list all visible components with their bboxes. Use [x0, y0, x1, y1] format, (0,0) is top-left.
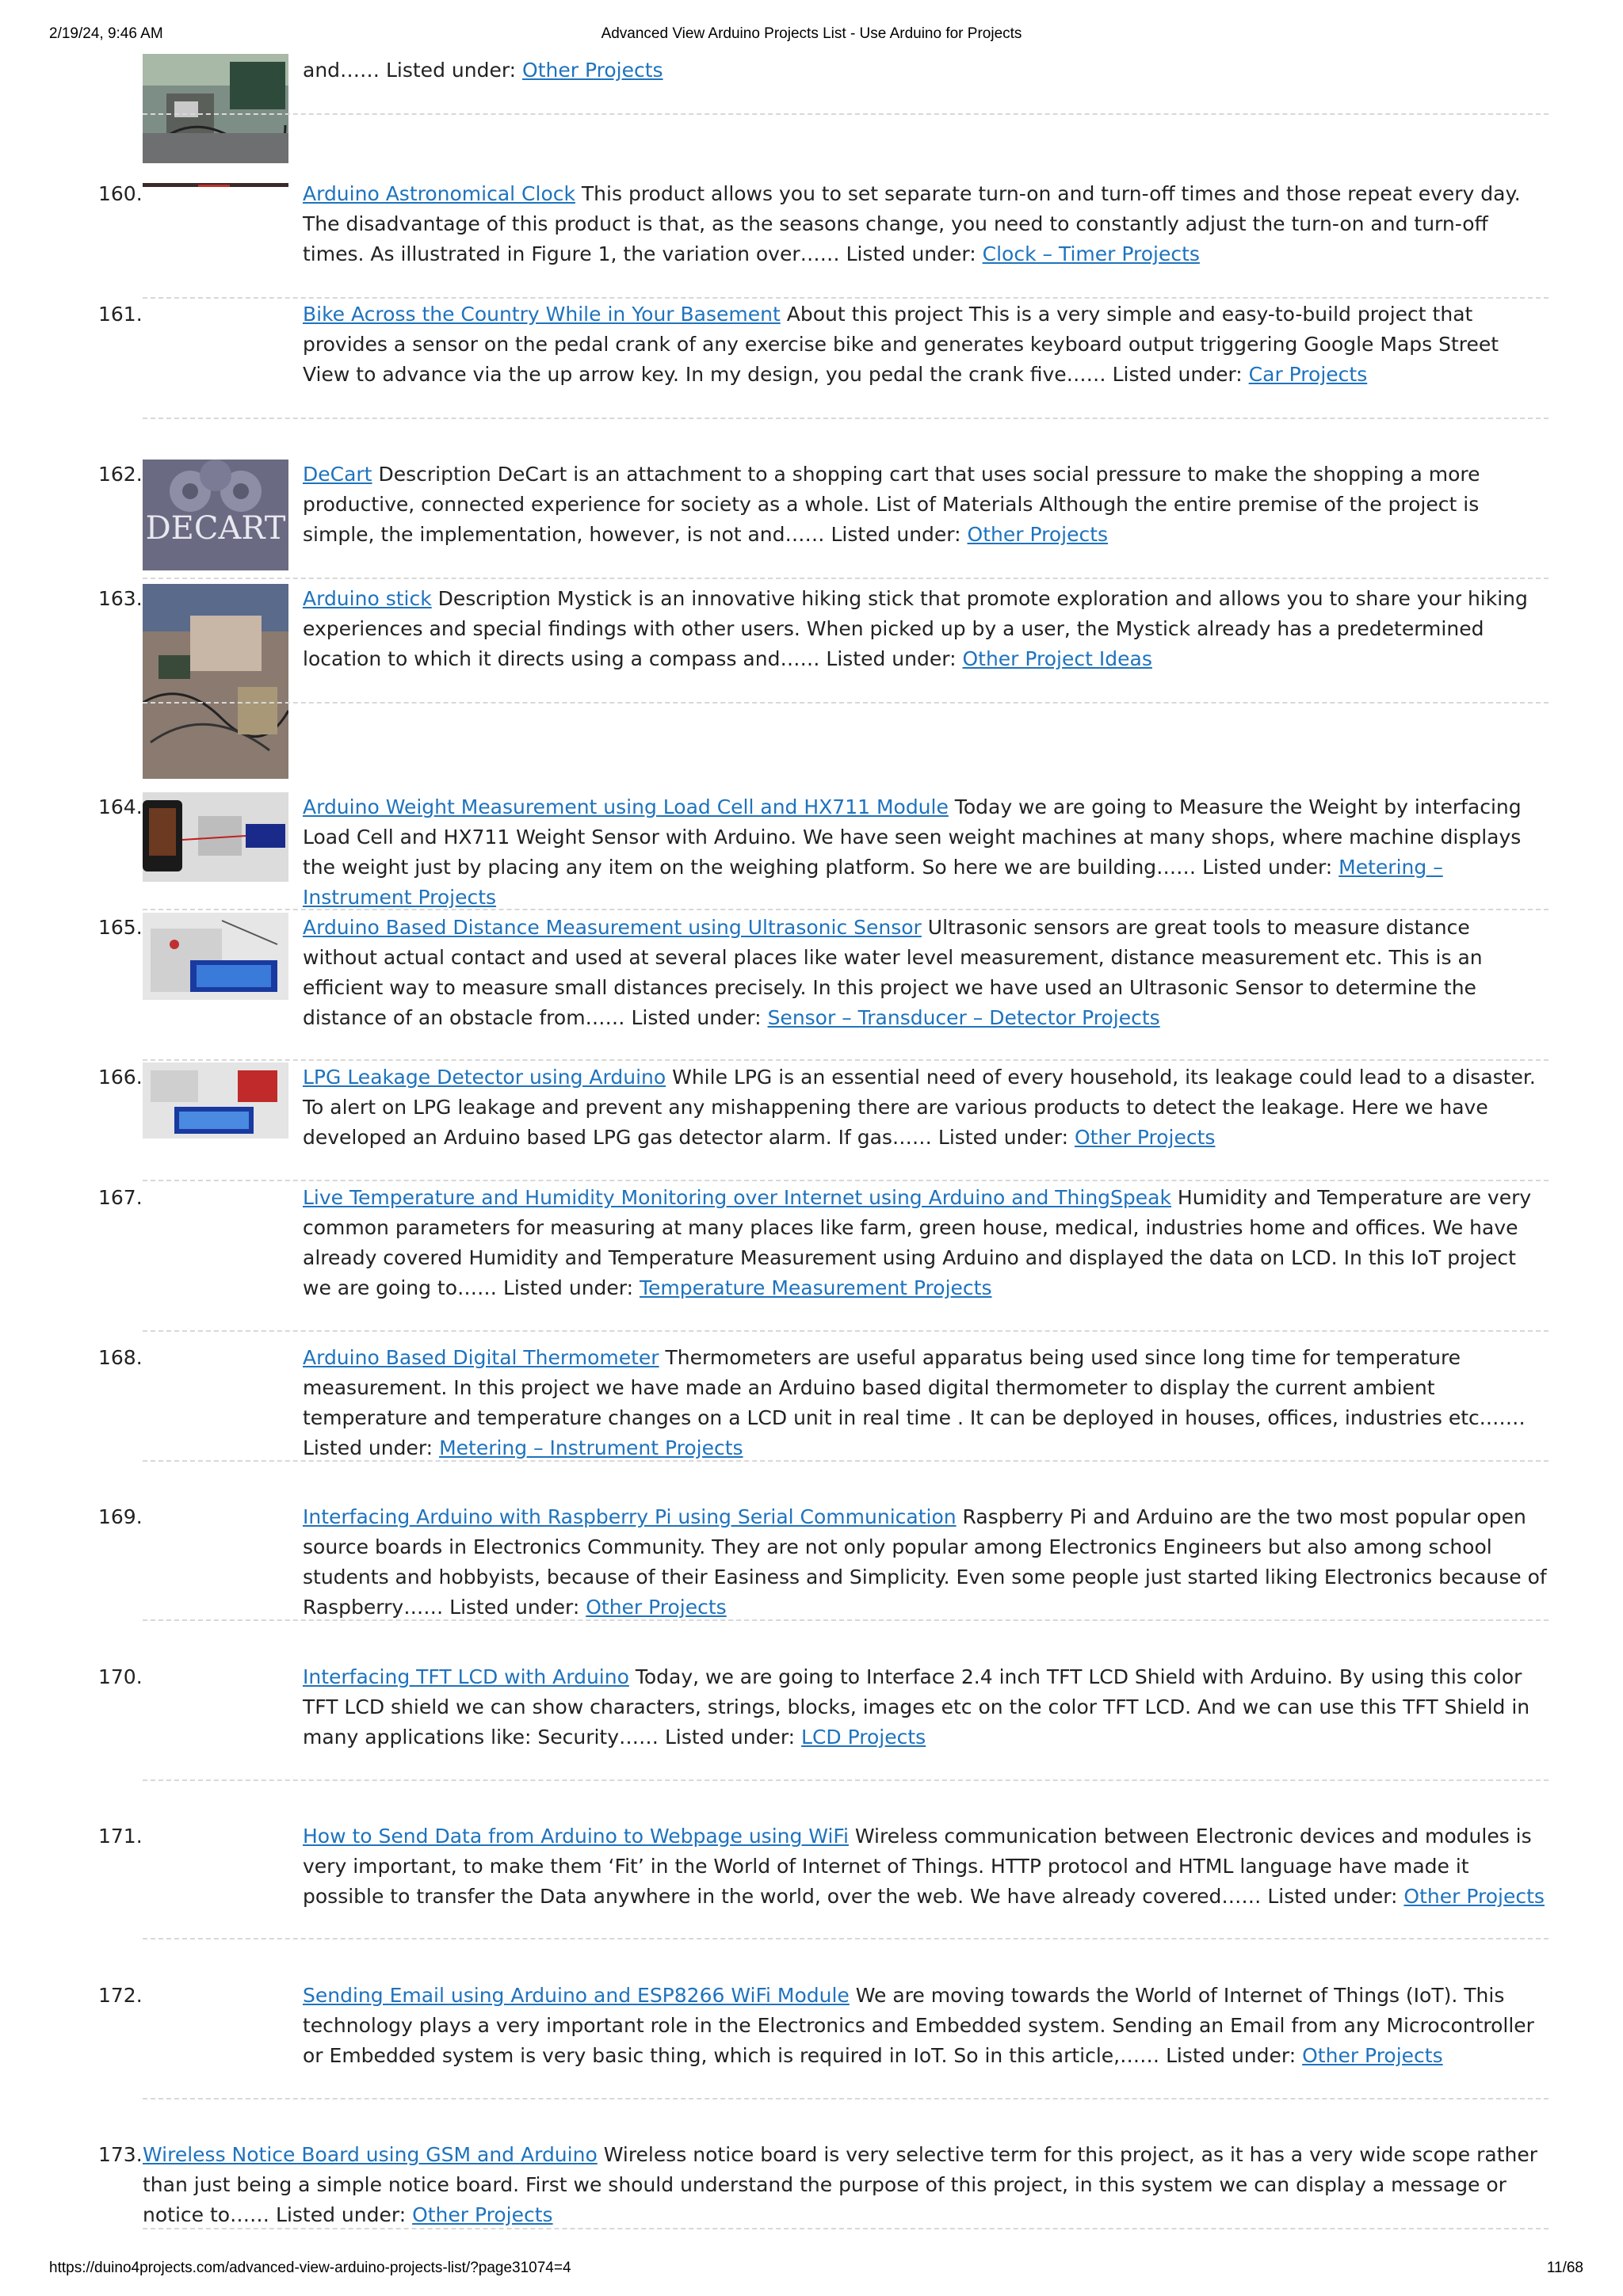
project-title-link[interactable]: Arduino Astronomical Clock — [303, 182, 575, 205]
project-title-link[interactable]: LPG Leakage Detector using Arduino — [303, 1066, 666, 1089]
category-link[interactable]: Clock – Timer Projects — [982, 242, 1200, 265]
listed-under-label: Listed under: — [826, 647, 957, 670]
project-entry-text — [303, 1502, 1549, 1623]
listed-under-label: Listed under: — [449, 1596, 580, 1619]
project-title-link[interactable]: DeCart — [303, 463, 372, 486]
item-number: 160. — [98, 182, 143, 205]
project-entry-text — [303, 179, 1549, 269]
separator — [143, 2228, 1549, 2229]
listed-under-label: Listed under: — [303, 1436, 433, 1459]
item-number: 165. — [98, 916, 143, 939]
category-link[interactable]: Other Projects — [412, 2203, 553, 2226]
print-footer — [0, 2260, 1623, 2291]
category-link[interactable]: Sensor – Transducer – Detector Projects — [767, 1006, 1160, 1029]
project-description: Wireless communication between Electronic devices and modules is very important, to make them ‘Fit’ in the World of Internet of Things. HTTP protocol and HTML language have made it possible to transfer the Data anywhere in the world, over the web. We have already covered…… — [303, 1825, 1532, 1908]
project-thumbnail[interactable] — [143, 913, 288, 1000]
project-entry-text — [303, 1981, 1549, 2071]
category-link[interactable]: Temperature Measurement Projects — [640, 1276, 992, 1299]
project-title-link[interactable]: How to Send Data from Arduino to Webpage using WiFi — [303, 1825, 849, 1848]
project-description: While LPG is an essential need of every household, its leakage could lead to a disaster. To alert on LPG leakage and prevent any mishappening there are various products to detect the leakage. Here we have developed an Arduino based LPG gas detector alarm. If gas…… — [303, 1066, 1536, 1149]
project-description: and…… — [303, 59, 386, 82]
listed-under-label: Listed under: — [631, 1006, 762, 1029]
category-link[interactable]: Other Projects — [1074, 1126, 1216, 1149]
category-link[interactable]: Metering – Instrument Projects — [303, 856, 1443, 909]
project-entry-text — [303, 584, 1549, 674]
project-entry-text — [303, 299, 1549, 390]
listed-under-label: Listed under: — [502, 1276, 634, 1299]
project-description: About this project This is a very simple and easy-to-build project that provides a sensor on the pedal crank of any exercise bike and generates keyboard output triggering Google Maps Street View to advance via the up arrow key. In my design, you pedal the crank five…… — [303, 303, 1499, 386]
category-link[interactable]: Other Projects — [967, 523, 1109, 546]
project-entry-text — [303, 792, 1549, 913]
project-entry-text — [303, 1183, 1549, 1303]
item-number: 168. — [98, 1346, 143, 1369]
project-entry-text — [303, 913, 1549, 1033]
project-description: Humidity and Temperature are very common parameters for measuring at many places like farm, green house, medical, industries home and offices. We have already covered Humidity and Temperature Measurement using Arduino and displayed the data on LCD. In this IoT project we are going to…… — [303, 1186, 1532, 1299]
category-link[interactable]: Other Projects — [1403, 1885, 1545, 1908]
item-number: 161. — [98, 303, 143, 326]
listed-under-label: Listed under: — [1202, 856, 1333, 879]
separator — [143, 578, 1549, 579]
project-description: Today, we are going to Interface 2.4 inch TFT LCD Shield with Arduino. By using this color TFT LCD shield we can show characters, strings, blocks, images etc on the color TFT LCD. And we can use this TFT Shield in many applications like: Security…… — [303, 1665, 1530, 1749]
item-number: 163. — [98, 587, 143, 610]
category-link[interactable]: Other Projects — [522, 59, 663, 82]
project-thumbnail[interactable] — [143, 54, 288, 163]
project-thumbnail[interactable] — [143, 179, 288, 187]
listed-under-label: Listed under: — [938, 1126, 1068, 1149]
item-number: 166. — [98, 1066, 143, 1089]
print-url: https://duino4projects.com/advanced-view-arduino-projects-list/?page31074=4 — [49, 2260, 571, 2276]
separator — [143, 1460, 1549, 1462]
listed-under-label: Listed under: — [664, 1726, 796, 1749]
project-description: Today we are going to Measure the Weight by interfacing Load Cell and HX711 Weight Sensor with Arduino. We have seen weight machines at many shops, where machine displays the weight just by placing any item on the weighing platform. So here we are building…… — [303, 795, 1522, 879]
print-page-title: Advanced View Arduino Projects List - Use Arduino for Projects — [601, 25, 1022, 42]
project-description: Description Mystick is an innovative hiking stick that promote exploration and allows you to share your hiking experiences and special findings with other users. When picked up by a user, the Mystick already has a predetermined location to which it directs using a compass and…… — [303, 587, 1528, 670]
project-title-link[interactable]: Wireless Notice Board using GSM and Arduino — [143, 2143, 598, 2166]
project-title-link[interactable]: Live Temperature and Humidity Monitoring over Internet using Arduino and ThingSpeak — [303, 1186, 1171, 1209]
project-thumbnail[interactable] — [143, 584, 288, 779]
project-title-link[interactable]: Arduino stick — [303, 587, 432, 610]
project-entry-text — [303, 460, 1549, 550]
separator — [143, 418, 1549, 419]
project-thumbnail[interactable] — [143, 1062, 288, 1138]
project-description: Thermometers are useful apparatus being used since long time for temperature measurement. In this project we have made an Arduino based digital thermometer to display the current ambient temperature and temperature changes on a LCD unit in real time . It can be deployed in houses, offices, industries etc.…… — [303, 1346, 1526, 1429]
listed-under-label: Listed under: — [1267, 1885, 1398, 1908]
separator — [143, 297, 1549, 299]
separator — [143, 1059, 1549, 1061]
item-number: 169. — [98, 1505, 143, 1528]
separator — [143, 702, 1549, 704]
item-number: 162. — [98, 463, 143, 486]
project-description: Description DeCart is an attachment to a shopping cart that uses social pressure to make the shopping a more productive, connected experience for society as a whole. List of Materials Although the entire premise of the project is simple, the implementation, however, is not and…… — [303, 463, 1480, 546]
project-title-link[interactable]: Arduino Weight Measurement using Load Cell and HX711 Module — [303, 795, 949, 818]
project-title-link[interactable]: Bike Across the Country While in Your Basement — [303, 303, 781, 326]
category-link[interactable]: Metering – Instrument Projects — [439, 1436, 743, 1459]
print-page-number: 11/68 — [1546, 2260, 1583, 2276]
listed-under-label: Listed under: — [385, 59, 517, 82]
project-thumbnail[interactable] — [143, 792, 288, 882]
project-title-link[interactable]: Interfacing TFT LCD with Arduino — [303, 1665, 629, 1688]
category-link[interactable]: LCD Projects — [801, 1726, 926, 1749]
project-title-link[interactable]: Arduino Based Digital Thermometer — [303, 1346, 659, 1369]
thumbnail-caption: DECART — [145, 510, 286, 547]
item-number: 171. — [98, 1825, 143, 1848]
item-number: 170. — [98, 1665, 143, 1688]
listed-under-label: Listed under: — [276, 2203, 407, 2226]
separator — [143, 1180, 1549, 1181]
separator — [143, 1330, 1549, 1332]
project-thumbnail[interactable] — [143, 460, 288, 570]
listed-under-label: Listed under: — [1112, 363, 1243, 386]
project-title-link[interactable]: Arduino Based Distance Measurement using Ultrasonic Sensor — [303, 916, 922, 939]
print-datetime: 2/19/24, 9:46 AM — [49, 25, 163, 42]
project-description: Ultrasonic sensors are great tools to measure distance without actual contact and used at several places like water level measurement, distance measurement etc. This is an efficient way to measure small distances precisely. In this project we have used an Ultrasonic Sensor to determine the distance of an obstacle from…… — [303, 916, 1483, 1029]
item-number: 172. — [98, 1984, 143, 2007]
separator — [143, 1619, 1549, 1621]
project-entry-text — [303, 1062, 1549, 1153]
item-number: 164. — [98, 795, 143, 818]
separator — [143, 1779, 1549, 1781]
project-entry-text — [143, 2140, 1549, 2230]
project-description: We are moving towards the World of Internet of Things (IoT). This technology plays a very important role in the Electronics and Embedded system. Sending an Email from any Microcontroller or Embedded system is very basic thing, which is required in IoT. So in this article,…… — [303, 1984, 1534, 2067]
listed-under-label: Listed under: — [831, 523, 961, 546]
project-title-link[interactable]: Interfacing Arduino with Raspberry Pi using Serial Communication — [303, 1505, 957, 1528]
category-link[interactable]: Other Projects — [586, 1596, 727, 1619]
separator — [143, 909, 1549, 910]
project-description: Raspberry Pi and Arduino are the two most popular open source boards in Electronics Community. They are not only popular among Electronics Engineers but also among school students and hobbyists, because of their Easiness and Simplicity. Even some people just started liking Electronics because of Raspberry…… — [303, 1505, 1547, 1619]
separator — [143, 2098, 1549, 2100]
item-number: 173. — [98, 2143, 143, 2166]
project-entry-text — [303, 1343, 1549, 1463]
category-link[interactable]: Other Projects — [1302, 2044, 1443, 2067]
category-link[interactable]: Other Project Ideas — [962, 647, 1152, 670]
listed-under-label: Listed under: — [1166, 2044, 1296, 2067]
listed-under-label: Listed under: — [846, 242, 976, 265]
project-entry-text — [303, 1662, 1549, 1753]
separator — [143, 113, 1549, 115]
separator — [143, 1938, 1549, 1939]
project-title-link[interactable]: Sending Email using Arduino and ESP8266 WiFi Module — [303, 1984, 850, 2007]
category-link[interactable]: Car Projects — [1248, 363, 1368, 386]
project-entry-text — [303, 55, 1549, 86]
project-description: Wireless notice board is very selective term for this project, as it has a very wide scope rather than just being a simple notice board. First we should understand the purpose of this project, in this system we can display a message or notice to…… — [143, 2143, 1538, 2226]
project-entry-text — [303, 1821, 1549, 1912]
item-number: 167. — [98, 1186, 143, 1209]
project-description: This product allows you to set separate turn-on and turn-off times and those repeat every day. The disadvantage of this product is that, as the seasons change, you need to constantly adjust the turn-on and turn-off times. As illustrated in Figure 1, the variation over…… — [303, 182, 1521, 265]
